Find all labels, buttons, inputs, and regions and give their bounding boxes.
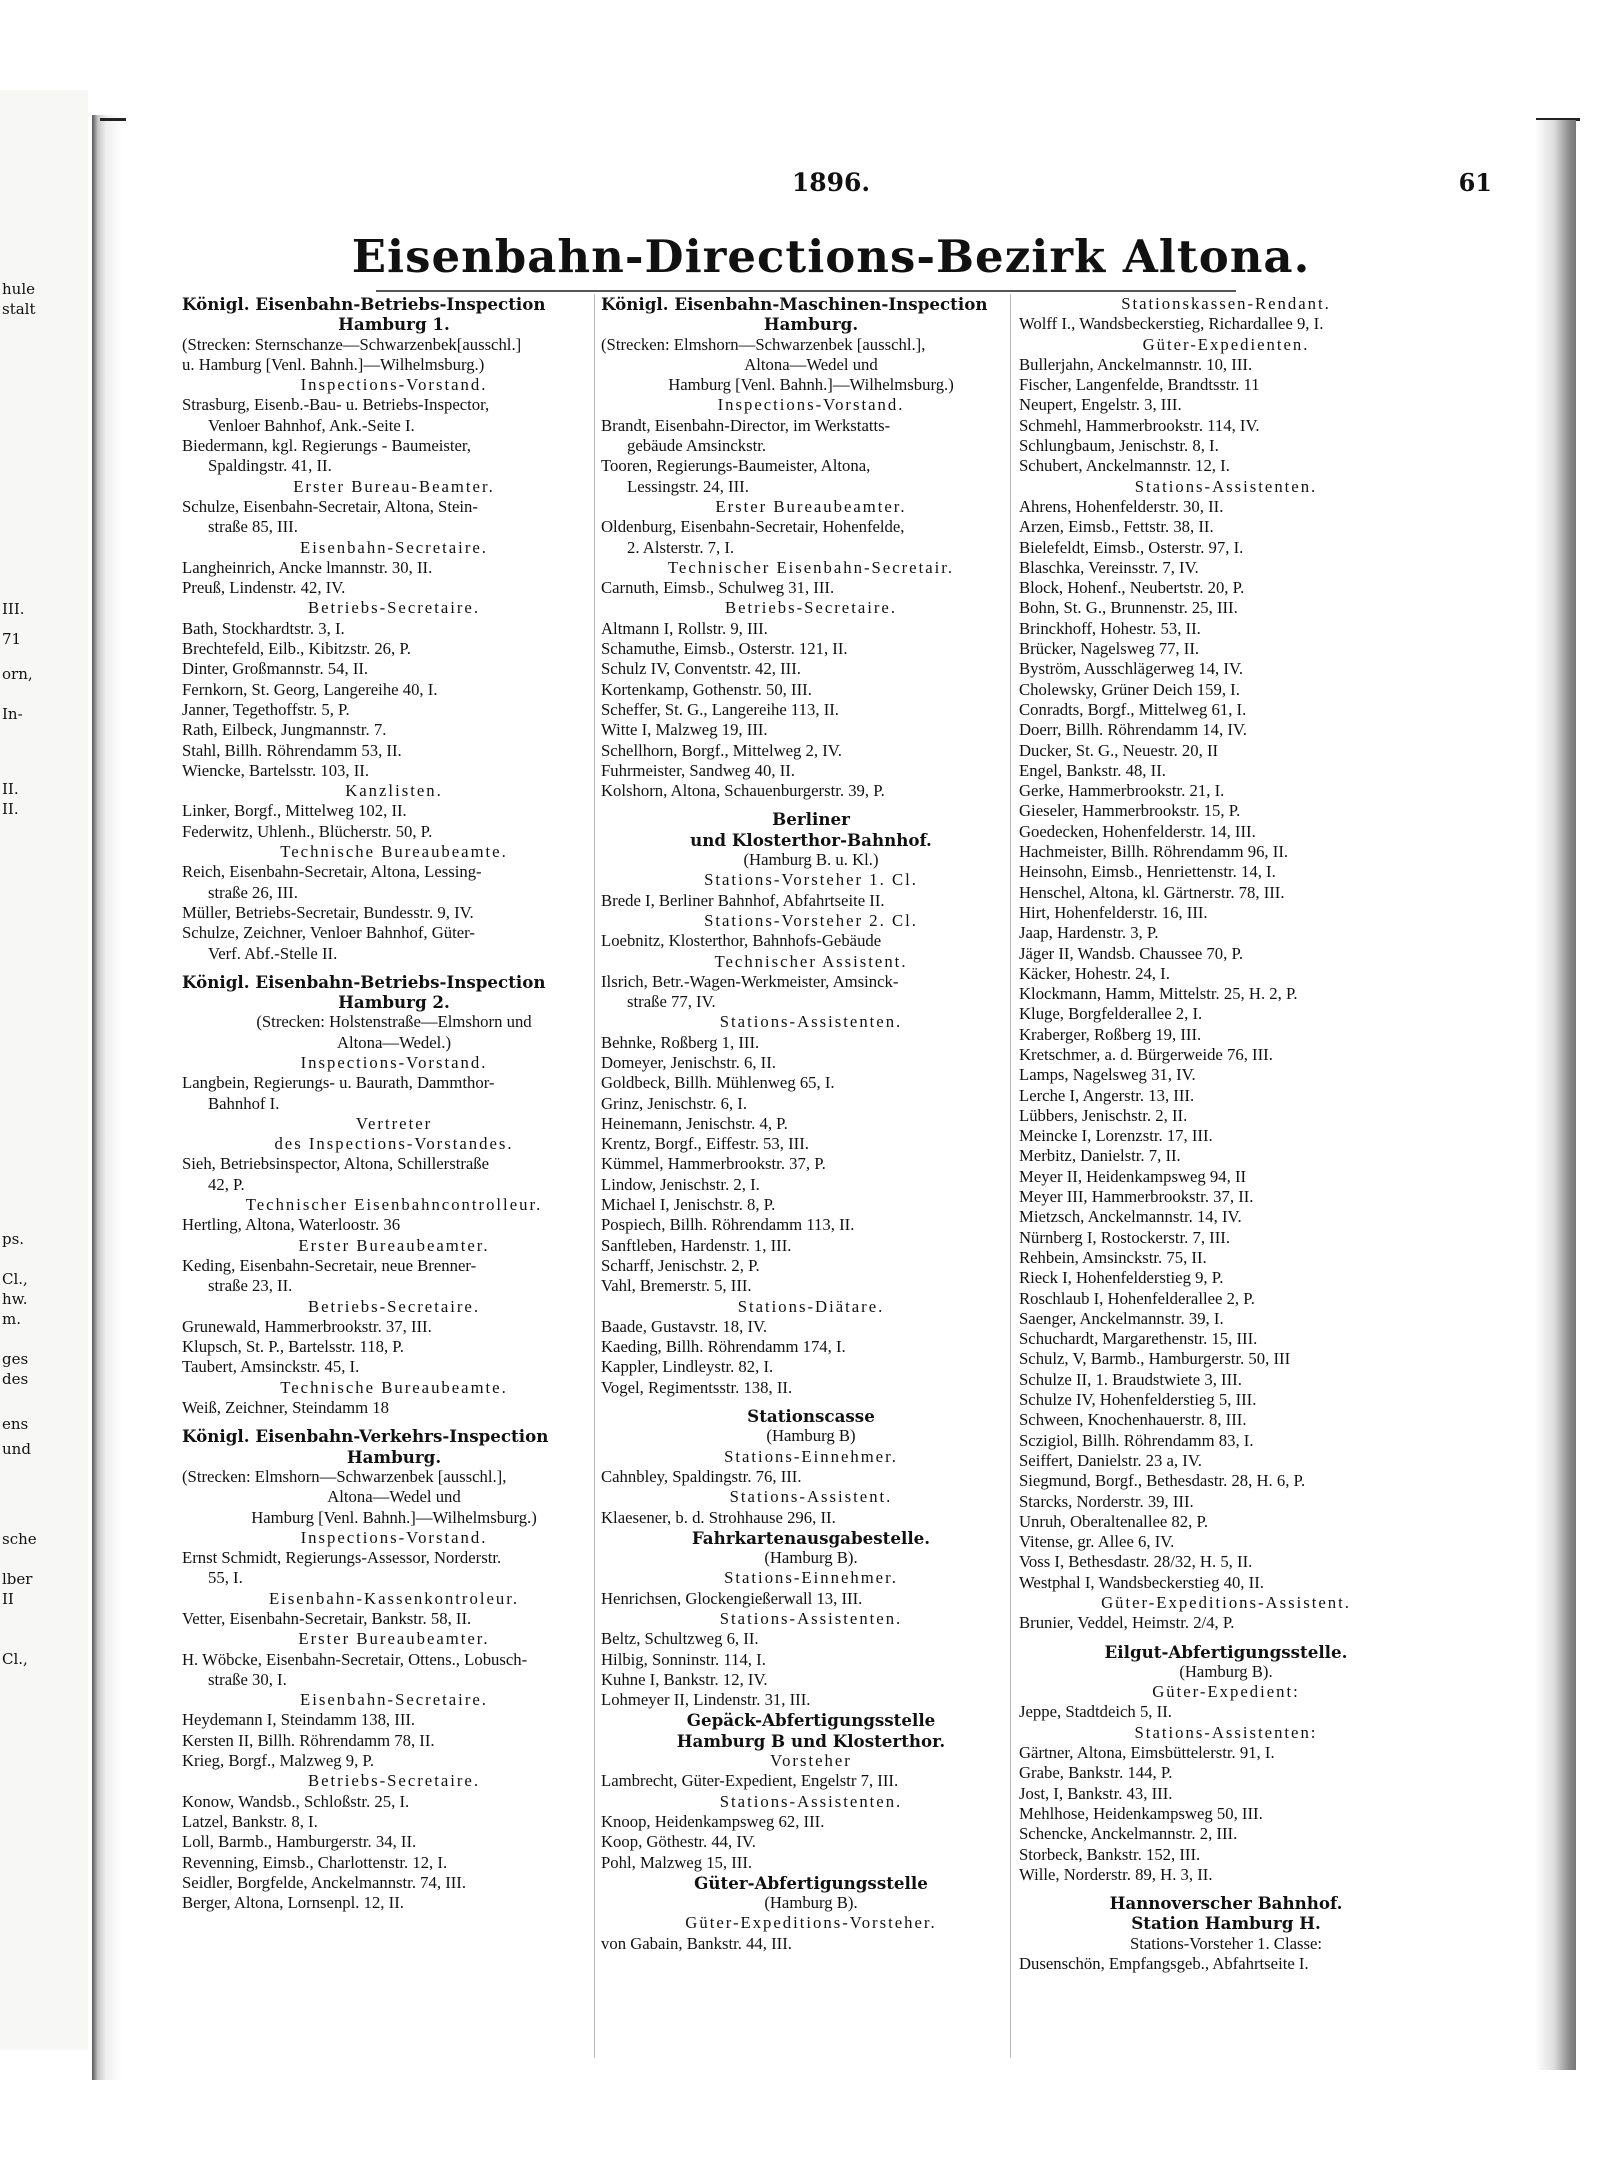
page-year: 1896. bbox=[791, 168, 871, 197]
section-heading: Güter-Abfertigungsstelle bbox=[694, 1872, 928, 1893]
section-heading: Fahrkartenausgabestelle. bbox=[691, 1527, 931, 1548]
column-middle bbox=[594, 294, 1021, 2058]
directory-entry: Unruh, Oberaltenallee 82, P. bbox=[1019, 1511, 1209, 1531]
directory-entry: Hachmeister, Billh. Röhrendamm 96, II. bbox=[1019, 842, 1289, 862]
directory-entry: Linker, Borgf., Mittelweg 102, II. bbox=[182, 801, 407, 821]
directory-entry: Scheffer, St. G., Langereihe 113, II. bbox=[601, 699, 839, 719]
directory-entry: Koop, Göthestr. 44, IV. bbox=[601, 1832, 756, 1852]
directory-entry: Vetter, Eisenbahn-Secretair, Bankstr. 58, II. bbox=[182, 1609, 472, 1628]
role-heading: Vorsteher bbox=[770, 1751, 852, 1771]
role-heading: Eisenbahn-Secretaire. bbox=[300, 537, 488, 557]
directory-entry: Seidler, Borgfelde, Anckelmannstr. 74, III. bbox=[182, 1872, 467, 1892]
section-gap bbox=[182, 964, 606, 972]
section-note: Altona—Wedel und bbox=[327, 1487, 461, 1507]
directory-entry: Grinz, Jenischstr. 6, I. bbox=[601, 1093, 747, 1113]
entry-continuation: straße 85, III. bbox=[208, 517, 298, 537]
directory-entry: Bohn, St. G., Brunnenstr. 25, III. bbox=[1019, 598, 1238, 618]
directory-entry: Kluge, Borgfelderallee 2, I. bbox=[1019, 1004, 1203, 1024]
entry-continuation: 55, I. bbox=[208, 1568, 243, 1588]
directory-entry: Siegmund, Borgf., Bethesdastr. 28, H. 6, P. bbox=[1019, 1471, 1306, 1491]
previous-page-fragment: III. bbox=[2, 600, 25, 618]
role-heading: Stations-Vorsteher 2. Cl. bbox=[704, 910, 918, 930]
role-heading: Eisenbahn-Kassenkontroleur. bbox=[268, 1588, 520, 1608]
directory-entry: Doerr, Billh. Röhrendamm 14, IV. bbox=[1019, 720, 1247, 740]
directory-entry: Wiencke, Bartelsstr. 103, II. bbox=[182, 760, 370, 780]
directory-entry: Bath, Stockhardtstr. 3, I. bbox=[182, 618, 345, 638]
directory-entry: Seiffert, Danielstr. 23 a, IV. bbox=[1019, 1450, 1202, 1470]
directory-entry: Schulze IV, Hohenfelderstieg 5, III. bbox=[1019, 1390, 1257, 1410]
previous-page-fragment: ens bbox=[2, 1415, 29, 1433]
previous-page-fragment: des bbox=[2, 1370, 29, 1388]
directory-entry: Kraberger, Roßberg 19, III. bbox=[1019, 1024, 1202, 1044]
directory-entry: Mehlhose, Heidenkampsweg 50, III. bbox=[1019, 1803, 1263, 1823]
directory-entry: (Strecken: Elmshorn—Schwarzenbek [ausschl.], bbox=[601, 334, 926, 354]
role-heading: Technische Bureaubeamte. bbox=[280, 1377, 508, 1397]
previous-page-fragment: lber bbox=[2, 1570, 33, 1588]
role-heading: Güter-Expeditions-Vorsteher. bbox=[685, 1913, 937, 1933]
directory-entry: Behnke, Roßberg 1, III. bbox=[601, 1032, 760, 1052]
directory-entry: Sanftleben, Hardenstr. 1, III. bbox=[601, 1235, 792, 1255]
section-gap bbox=[601, 801, 1021, 809]
section-heading: Königl. Eisenbahn-Maschinen-Inspection bbox=[601, 294, 988, 314]
page-title: Eisenbahn-Directions-Bezirk Altona. bbox=[351, 230, 1311, 283]
section-note: (Hamburg B). bbox=[1179, 1661, 1273, 1681]
directory-entry: Oldenburg, Eisenbahn-Secretair, Hohenfelde, bbox=[601, 517, 905, 537]
section-heading: Königl. Eisenbahn-Verkehrs-Inspection bbox=[182, 1426, 549, 1447]
role-heading: Erster Bureaubeamter. bbox=[715, 496, 907, 516]
directory-entry: Berger, Altona, Lornsenpl. 12, II. bbox=[182, 1893, 404, 1913]
role-heading: Stations-Assistenten. bbox=[719, 1791, 903, 1811]
previous-page-fragment: stalt bbox=[2, 300, 36, 318]
previous-page-fragment: orn, bbox=[2, 665, 33, 683]
directory-entry: Cahnbley, Spaldingstr. 76, III. bbox=[601, 1466, 802, 1486]
section-heading: und Klosterthor-Bahnhof. bbox=[690, 829, 932, 850]
directory-entry: Henschel, Altona, kl. Gärtnerstr. 78, III. bbox=[1019, 882, 1285, 902]
directory-entry: Brücker, Nagelsweg 77, II. bbox=[1019, 639, 1200, 659]
directory-entry: Langheinrich, Ancke lmannstr. 30, II. bbox=[182, 557, 433, 577]
directory-entry: Loll, Barmb., Hamburgerstr. 34, II. bbox=[182, 1832, 417, 1852]
column-right bbox=[1010, 294, 1433, 2058]
section-note: Hamburg [Venl. Bahnh.]—Wilhelmsburg.) bbox=[251, 1507, 537, 1527]
previous-page-edge bbox=[0, 90, 88, 2050]
previous-page-fragment: 71 bbox=[2, 630, 22, 648]
directory-entry: Rehbein, Amsinckstr. 75, II. bbox=[1019, 1247, 1207, 1267]
role-heading: Betriebs-Secretaire. bbox=[307, 598, 481, 618]
directory-entry: Knoop, Heidenkampsweg 62, III. bbox=[601, 1811, 825, 1831]
section-gap bbox=[601, 1398, 1021, 1406]
section-note: Stations-Vorsteher 1. Classe: bbox=[1129, 1933, 1323, 1953]
section-note: Altona—Wedel und bbox=[744, 354, 878, 374]
directory-entry: Schlungbaum, Jenischstr. 8, I. bbox=[1019, 436, 1219, 456]
role-heading: Stations-Einnehmer. bbox=[724, 1568, 898, 1588]
directory-entry: Wille, Norderstr. 89, H. 3, II. bbox=[1019, 1864, 1213, 1884]
directory-entry: Jaap, Hardenstr. 3, P. bbox=[1019, 923, 1159, 943]
directory-entry: Klupsch, St. P., Bartelsstr. 118, P. bbox=[182, 1337, 404, 1357]
section-heading: Hannoverscher Bahnhof. bbox=[1109, 1893, 1343, 1914]
section-note: (Hamburg B) bbox=[766, 1426, 856, 1446]
directory-entry: Tooren, Regierungs-Baumeister, Altona, bbox=[601, 456, 871, 476]
role-heading: Vertreter bbox=[355, 1113, 433, 1133]
directory-entry: Kappler, Lindleystr. 82, I. bbox=[601, 1357, 774, 1377]
directory-entry: Kümmel, Hammerbrookstr. 37, P. bbox=[601, 1154, 826, 1174]
directory-entry: Klockmann, Hamm, Mittelstr. 25, H. 2, P. bbox=[1019, 984, 1298, 1004]
directory-entry: Vahl, Bremerstr. 5, III. bbox=[601, 1276, 752, 1296]
entry-continuation: straße 26, III. bbox=[208, 882, 298, 902]
directory-entry: Arzen, Eimsb., Fettstr. 38, II. bbox=[1019, 517, 1214, 537]
section-gap bbox=[1019, 1885, 1433, 1893]
directory-entry: Krentz, Borgf., Eiffestr. 53, III. bbox=[601, 1134, 809, 1154]
directory-entry: Stahl, Billh. Röhrendamm 53, II. bbox=[182, 740, 402, 760]
section-note: (Hamburg B). bbox=[764, 1548, 858, 1568]
directory-entry: Schmehl, Hammerbrookstr. 114, IV. bbox=[1019, 415, 1260, 435]
directory-entry: Janner, Tegethoffstr. 5, P. bbox=[182, 699, 350, 719]
directory-entry: Kolshorn, Altona, Schauenburgerstr. 39, P. bbox=[601, 781, 885, 801]
directory-entry: Reich, Eisenbahn-Secretair, Altona, Lessing- bbox=[182, 862, 482, 882]
directory-entry: Hertling, Altona, Waterloostr. 36 bbox=[182, 1215, 401, 1235]
directory-entry: Meyer III, Hammerbrookstr. 37, II. bbox=[1019, 1187, 1254, 1207]
directory-entry: Grunewald, Hammerbrookstr. 37, III. bbox=[182, 1316, 432, 1336]
directory-entry: Vogel, Regimentsstr. 138, II. bbox=[601, 1377, 793, 1397]
directory-entry: Vitense, gr. Allee 6, IV. bbox=[1019, 1532, 1175, 1552]
previous-page-fragment: sche bbox=[2, 1530, 37, 1548]
directory-entry: Meyer II, Heidenkampsweg 94, II bbox=[1019, 1166, 1247, 1186]
directory-entry: Gerke, Hammerbrookstr. 21, I. bbox=[1019, 781, 1225, 801]
entry-continuation: Verf. Abf.-Stelle II. bbox=[208, 943, 338, 963]
directory-entry: Federwitz, Uhlenh., Blücherstr. 50, P. bbox=[182, 821, 433, 841]
entry-continuation: Bahnhof I. bbox=[208, 1093, 280, 1113]
directory-entry: Schencke, Anckelmannstr. 2, III. bbox=[1019, 1824, 1238, 1844]
role-heading: Betriebs-Secretaire. bbox=[724, 598, 898, 618]
section-heading: Hamburg 1. bbox=[338, 314, 450, 335]
role-heading: Technischer Eisenbahncontrolleur. bbox=[245, 1195, 543, 1215]
directory-entry: Heinemann, Jenischstr. 4, P. bbox=[601, 1113, 788, 1133]
previous-page-fragment: ps. bbox=[2, 1230, 25, 1248]
directory-entry: Lindow, Jenischstr. 2, I. bbox=[601, 1174, 760, 1194]
page bbox=[126, 118, 1536, 2068]
directory-entry: Keding, Eisenbahn-Secretair, neue Brenner- bbox=[182, 1255, 477, 1275]
directory-entry: Langbein, Regierungs- u. Baurath, Dammthor- bbox=[182, 1073, 495, 1093]
directory-entry: Kortenkamp, Gothenstr. 50, III. bbox=[601, 679, 812, 699]
directory-entry: Cholewsky, Grüner Deich 159, I. bbox=[1019, 679, 1240, 699]
role-heading: Betriebs-Secretaire. bbox=[307, 1296, 481, 1316]
previous-page-fragment: m. bbox=[2, 1310, 21, 1328]
role-heading: Stations-Assistenten. bbox=[719, 1609, 903, 1628]
directory-entry: Block, Hohenf., Neubertstr. 20, P. bbox=[1019, 578, 1245, 598]
directory-entry: Strasburg, Eisenb.-Bau- u. Betriebs-Inspector, bbox=[182, 395, 490, 415]
directory-entry: Conradts, Borgf., Mittelweg 61, I. bbox=[1019, 699, 1247, 719]
directory-entry: Lerche I, Angerstr. 13, III. bbox=[1019, 1085, 1195, 1105]
directory-entry: Mietzsch, Anckelmannstr. 14, IV. bbox=[1019, 1207, 1242, 1227]
role-heading: Inspections-Vorstand. bbox=[717, 395, 905, 415]
directory-entry: Revenning, Eimsb., Charlottenstr. 12, I. bbox=[182, 1852, 448, 1872]
entry-continuation: Lessingstr. 24, III. bbox=[627, 476, 749, 496]
directory-entry: Wolff I., Wandsbeckerstieg, Richardallee 9, I. bbox=[1019, 314, 1324, 334]
directory-entry: Schulze, Zeichner, Venloer Bahnhof, Güter- bbox=[182, 923, 475, 943]
directory-entry: Preuß, Lindenstr. 42, IV. bbox=[182, 578, 346, 598]
directory-entry: (Strecken: Elmshorn—Schwarzenbek [ausschl.], bbox=[182, 1466, 507, 1486]
role-heading: Stations-Assistenten. bbox=[1134, 476, 1318, 496]
entry-continuation: Spaldingstr. 41, II. bbox=[208, 456, 332, 476]
directory-entry: Dinter, Großmannstr. 54, II. bbox=[182, 659, 369, 679]
directory-entry: Loebnitz, Klosterthor, Bahnhofs-Gebäude bbox=[601, 931, 882, 951]
section-heading: Hamburg. bbox=[763, 314, 859, 335]
role-heading: Erster Bureau-Beamter. bbox=[293, 476, 495, 496]
section-note: Altona—Wedel.) bbox=[336, 1032, 452, 1052]
directory-entry: Voss I, Bethesdastr. 28/32, H. 5, II. bbox=[1019, 1552, 1253, 1572]
directory-entry: Gieseler, Hammerbrookstr. 15, P. bbox=[1019, 801, 1241, 821]
previous-page-fragment: Cl., bbox=[2, 1650, 28, 1668]
directory-entry: u. Hamburg [Venl. Bahnh.]—Wilhelmsburg.) bbox=[182, 354, 485, 374]
directory-entry: Sczigiol, Billh. Röhrendamm 83, I. bbox=[1019, 1430, 1254, 1450]
section-heading: Berliner bbox=[772, 809, 850, 830]
previous-page-fragment: ges bbox=[2, 1350, 29, 1368]
section-heading: Königl. Eisenbahn-Betriebs-Inspection bbox=[182, 294, 546, 314]
directory-entry: Schulz IV, Conventstr. 42, III. bbox=[601, 659, 801, 679]
directory-entry: Pohl, Malzweg 15, III. bbox=[601, 1852, 753, 1872]
role-heading: Stations-Einnehmer. bbox=[724, 1446, 898, 1466]
directory-entry: Blaschka, Vereinsstr. 7, IV. bbox=[1019, 557, 1199, 577]
role-heading: Erster Bureaubeamter. bbox=[298, 1629, 490, 1649]
directory-entry: Domeyer, Jenischstr. 6, II. bbox=[601, 1052, 776, 1072]
previous-page-fragment: hw. bbox=[2, 1290, 28, 1308]
directory-entry: Brandt, Eisenbahn-Director, im Werkstatts- bbox=[601, 415, 891, 435]
directory-entry: Schulz, V, Barmb., Hamburgerstr. 50, III bbox=[1019, 1349, 1291, 1369]
page-right-edge bbox=[1536, 120, 1576, 2070]
directory-entry: Ilsrich, Betr.-Wagen-Werkmeister, Amsinck- bbox=[601, 971, 899, 991]
section-heading: Gepäck-Abfertigungsstelle bbox=[686, 1710, 936, 1731]
section-heading: Königl. Eisenbahn-Betriebs-Inspection bbox=[182, 971, 546, 992]
directory-entry: Engel, Bankstr. 48, II. bbox=[1019, 760, 1166, 780]
directory-entry: Ahrens, Hohenfelderstr. 30, II. bbox=[1019, 496, 1224, 516]
entry-continuation: 42, P. bbox=[208, 1174, 245, 1194]
directory-entry: Sieh, Betriebsinspector, Altona, Schillerstraße bbox=[182, 1154, 490, 1174]
directory-entry: Schuchardt, Margarethenstr. 15, III. bbox=[1019, 1329, 1258, 1349]
directory-entry: Rieck I, Hohenfelderstieg 9, P. bbox=[1019, 1268, 1224, 1288]
section-heading: Stationscasse bbox=[747, 1406, 875, 1427]
directory-entry: Kuhne I, Bankstr. 12, IV. bbox=[601, 1669, 768, 1689]
section-heading: Station Hamburg H. bbox=[1131, 1913, 1321, 1934]
role-heading: Inspections-Vorstand. bbox=[300, 1527, 488, 1547]
directory-entry: Nürnberg I, Rostockerstr. 7, III. bbox=[1019, 1227, 1231, 1247]
role-heading: Inspections-Vorstand. bbox=[300, 375, 488, 395]
directory-entry: Kersten II, Billh. Röhrendamm 78, II. bbox=[182, 1730, 435, 1750]
role-heading: Inspections-Vorstand. bbox=[300, 1052, 488, 1072]
directory-entry: von Gabain, Bankstr. 44, III. bbox=[601, 1933, 792, 1953]
directory-entry: Baade, Gustavstr. 18, IV. bbox=[601, 1316, 768, 1336]
page-number: 61 bbox=[1458, 168, 1492, 197]
directory-entry: Bullerjahn, Anckelmannstr. 10, III. bbox=[1019, 354, 1253, 374]
entry-continuation: gebäude Amsinckstr. bbox=[627, 436, 767, 456]
role-heading: Stations-Vorsteher 1. Cl. bbox=[704, 870, 918, 890]
directory-entry: Scharff, Jenischstr. 2, P. bbox=[601, 1255, 760, 1275]
role-heading: Güter-Expedient: bbox=[1152, 1682, 1300, 1702]
section-gap bbox=[1019, 1634, 1433, 1642]
directory-entry: Dusenschön, Empfangsgeb., Abfahrtseite I. bbox=[1019, 1954, 1309, 1974]
directory-entry: Brede I, Berliner Bahnhof, Abfahrtseite II. bbox=[601, 890, 885, 910]
directory-entry: Saenger, Anckelmannstr. 39, I. bbox=[1019, 1308, 1224, 1328]
role-heading: Güter-Expeditions-Assistent. bbox=[1101, 1593, 1351, 1612]
directory-entry: Hirt, Hohenfelderstr. 16, III. bbox=[1019, 902, 1208, 922]
directory-entry: Lohmeyer II, Lindenstr. 31, III. bbox=[601, 1690, 811, 1710]
directory-entry: Bielefeldt, Eimsb., Osterstr. 97, I. bbox=[1019, 537, 1244, 557]
directory-entry: Kretschmer, a. d. Bürgerweide 76, III. bbox=[1019, 1044, 1273, 1064]
entry-continuation: 2. Alsterstr. 7, I. bbox=[627, 537, 735, 557]
directory-entry: Schubert, Anckelmannstr. 12, I. bbox=[1019, 456, 1230, 476]
directory-entry: Jost, I, Bankstr. 43, III. bbox=[1019, 1783, 1173, 1803]
directory-entry: Käcker, Hohestr. 24, I. bbox=[1019, 963, 1170, 983]
directory-entry: Weiß, Zeichner, Steindamm 18 bbox=[182, 1398, 389, 1418]
directory-entry: Lambrecht, Güter-Expedient, Engelstr 7, III. bbox=[601, 1771, 899, 1791]
section-note: (Hamburg B). bbox=[764, 1893, 858, 1913]
directory-entry: Schellhorn, Borgf., Mittelweg 2, IV. bbox=[601, 740, 842, 760]
directory-entry: Konow, Wandsb., Schloßstr. 25, I. bbox=[182, 1791, 410, 1811]
directory-entry: Heinsohn, Eimsb., Henriettenstr. 14, I. bbox=[1019, 862, 1276, 882]
previous-page-fragment: hule bbox=[2, 280, 35, 298]
entry-continuation: straße 23, II. bbox=[208, 1276, 293, 1296]
entry-continuation: Venloer Bahnhof, Ank.-Seite I. bbox=[208, 415, 415, 435]
directory-entry: Schulze II, 1. Braudstwiete 3, III. bbox=[1019, 1369, 1242, 1389]
directory-entry: Krieg, Borgf., Malzweg 9, P. bbox=[182, 1751, 375, 1771]
directory-entry: Müller, Betriebs-Secretair, Bundesstr. 9, IV. bbox=[182, 902, 474, 922]
previous-page-fragment: In- bbox=[2, 705, 23, 723]
directory-entry: Fuhrmeister, Sandweg 40, II. bbox=[601, 760, 795, 780]
directory-entry: Taubert, Amsinckstr. 45, I. bbox=[182, 1357, 360, 1377]
directory-entry: Fischer, Langenfelde, Brandtsstr. 11 bbox=[1019, 375, 1260, 395]
directory-entry: H. Wöbcke, Eisenbahn-Secretair, Ottens., Lobusch- bbox=[182, 1649, 528, 1669]
directory-entry: Jäger II, Wandsb. Chaussee 70, P. bbox=[1019, 943, 1244, 963]
entry-continuation: straße 77, IV. bbox=[627, 992, 716, 1012]
directory-entry: Westphal I, Wandsbeckerstieg 40, II. bbox=[1019, 1572, 1264, 1592]
section-heading: Hamburg. bbox=[346, 1446, 442, 1467]
entry-continuation: straße 30, I. bbox=[208, 1669, 287, 1689]
section-note: Hamburg [Venl. Bahnh.]—Wilhelmsburg.) bbox=[668, 375, 954, 395]
section-heading: Eilgut-Abfertigungsstelle. bbox=[1104, 1641, 1348, 1662]
directory-entry: Heydemann I, Steindamm 138, III. bbox=[182, 1710, 416, 1730]
directory-entry: Latzel, Bankstr. 8, I. bbox=[182, 1811, 318, 1831]
previous-page-fragment: Cl., bbox=[2, 1270, 28, 1288]
directory-entry: Witte I, Malzweg 19, III. bbox=[601, 720, 768, 740]
directory-entry: Lamps, Nagelsweg 31, IV. bbox=[1019, 1065, 1196, 1085]
role-heading: Technischer Assistent. bbox=[714, 951, 908, 971]
role-heading: Stations-Assistenten. bbox=[719, 1012, 903, 1032]
role-heading: Betriebs-Secretaire. bbox=[307, 1771, 481, 1791]
directory-entry: Brunier, Veddel, Heimstr. 2/4, P. bbox=[1019, 1613, 1235, 1633]
section-heading: Hamburg B und Klosterthor. bbox=[676, 1730, 946, 1751]
role-heading: Technische Bureaubeamte. bbox=[280, 842, 508, 862]
title-rule bbox=[376, 290, 1236, 292]
directory-entry: Rath, Eilbeck, Jungmannstr. 7. bbox=[182, 720, 387, 740]
directory-entry: Beltz, Schultzweg 6, II. bbox=[601, 1629, 759, 1649]
directory-entry: Grabe, Bankstr. 144, P. bbox=[1019, 1763, 1173, 1783]
role-heading: Stations-Assistent. bbox=[729, 1487, 893, 1507]
section-gap bbox=[182, 1418, 606, 1426]
directory-entry: Neupert, Engelstr. 3, III. bbox=[1019, 395, 1182, 415]
directory-entry: Goedecken, Hohenfelderstr. 14, III. bbox=[1019, 821, 1256, 841]
role-heading: Kanzlisten. bbox=[345, 781, 443, 801]
directory-entry: Kaeding, Billh. Röhrendamm 174, I. bbox=[601, 1337, 846, 1357]
role-heading: des Inspections-Vorstandes. bbox=[274, 1134, 514, 1154]
role-heading: Stations-Assistenten: bbox=[1134, 1722, 1318, 1742]
previous-page-fragment: II. bbox=[2, 800, 19, 818]
directory-entry: Ducker, St. G., Neuestr. 20, II bbox=[1019, 740, 1219, 760]
directory-entry: Pospiech, Billh. Röhrendamm 113, II. bbox=[601, 1215, 855, 1235]
section-note: (Hamburg B. u. Kl.) bbox=[743, 850, 879, 870]
directory-entry: Brechtefeld, Eilb., Kibitzstr. 26, P. bbox=[182, 639, 411, 659]
directory-entry: Michael I, Jenischstr. 8, P. bbox=[601, 1195, 776, 1215]
directory-entry: Schamuthe, Eimsb., Osterstr. 121, II. bbox=[601, 639, 848, 659]
directory-entry: Klaesener, b. d. Strohhause 296, II. bbox=[601, 1507, 836, 1527]
directory-entry: Jeppe, Stadtdeich 5, II. bbox=[1019, 1702, 1172, 1722]
role-heading: Stationskassen-Rendant. bbox=[1121, 294, 1331, 313]
role-heading: Eisenbahn-Secretaire. bbox=[300, 1690, 488, 1710]
directory-entry: Ernst Schmidt, Regierungs-Assessor, Norderstr. bbox=[182, 1548, 502, 1568]
role-heading: Erster Bureaubeamter. bbox=[298, 1235, 490, 1255]
directory-entry: Gärtner, Altona, Eimsbüttelerstr. 91, I. bbox=[1019, 1743, 1275, 1763]
directory-entry: Byström, Ausschlägerweg 14, IV. bbox=[1019, 659, 1244, 679]
directory-entry: Carnuth, Eimsb., Schulweg 31, III. bbox=[601, 578, 835, 598]
directory-entry: Lübbers, Jenischstr. 2, II. bbox=[1019, 1105, 1188, 1125]
directory-entry: Biedermann, kgl. Regierungs - Baumeister, bbox=[182, 436, 471, 456]
directory-entry: Brinckhoff, Hohestr. 53, II. bbox=[1019, 618, 1201, 638]
directory-entry: Starcks, Norderstr. 39, III. bbox=[1019, 1491, 1194, 1511]
directory-entry: Meincke I, Lorenzstr. 17, III. bbox=[1019, 1126, 1213, 1146]
previous-page-fragment: II bbox=[2, 1590, 14, 1608]
directory-entry: Goldbeck, Billh. Mühlenweg 65, I. bbox=[601, 1073, 835, 1093]
section-note: (Strecken: Holstenstraße—Elmshorn und bbox=[256, 1012, 532, 1032]
directory-entry: (Strecken: Sternschanze—Schwarzenbek[ausschl.] bbox=[182, 334, 522, 354]
directory-entry: Roschlaub I, Hohenfelderallee 2, P. bbox=[1019, 1288, 1255, 1308]
section-heading: Hamburg 2. bbox=[338, 992, 450, 1013]
directory-entry: Schulze, Eisenbahn-Secretair, Altona, Stein- bbox=[182, 496, 478, 516]
directory-entry: Fernkorn, St. Georg, Langereihe 40, I. bbox=[182, 679, 438, 699]
directory-entry: Schween, Knochenhauerstr. 8, III. bbox=[1019, 1410, 1247, 1430]
directory-entry: Storbeck, Bankstr. 152, III. bbox=[1019, 1844, 1201, 1864]
role-heading: Stations-Diätare. bbox=[737, 1296, 885, 1316]
directory-entry: Hilbig, Sonninstr. 114, I. bbox=[601, 1649, 766, 1669]
column-left bbox=[182, 294, 606, 2058]
previous-page-fragment: und bbox=[2, 1440, 31, 1458]
directory-entry: Merbitz, Danielstr. 7, II. bbox=[1019, 1146, 1181, 1166]
role-heading: Technischer Eisenbahn-Secretair. bbox=[667, 557, 955, 577]
page-gutter bbox=[92, 115, 126, 2080]
previous-page-fragment: II. bbox=[2, 780, 19, 798]
directory-entry: Altmann I, Rollstr. 9, III. bbox=[601, 618, 768, 638]
directory-entry: Henrichsen, Glockengießerwall 13, III. bbox=[601, 1588, 863, 1608]
role-heading: Güter-Expedienten. bbox=[1142, 334, 1310, 354]
